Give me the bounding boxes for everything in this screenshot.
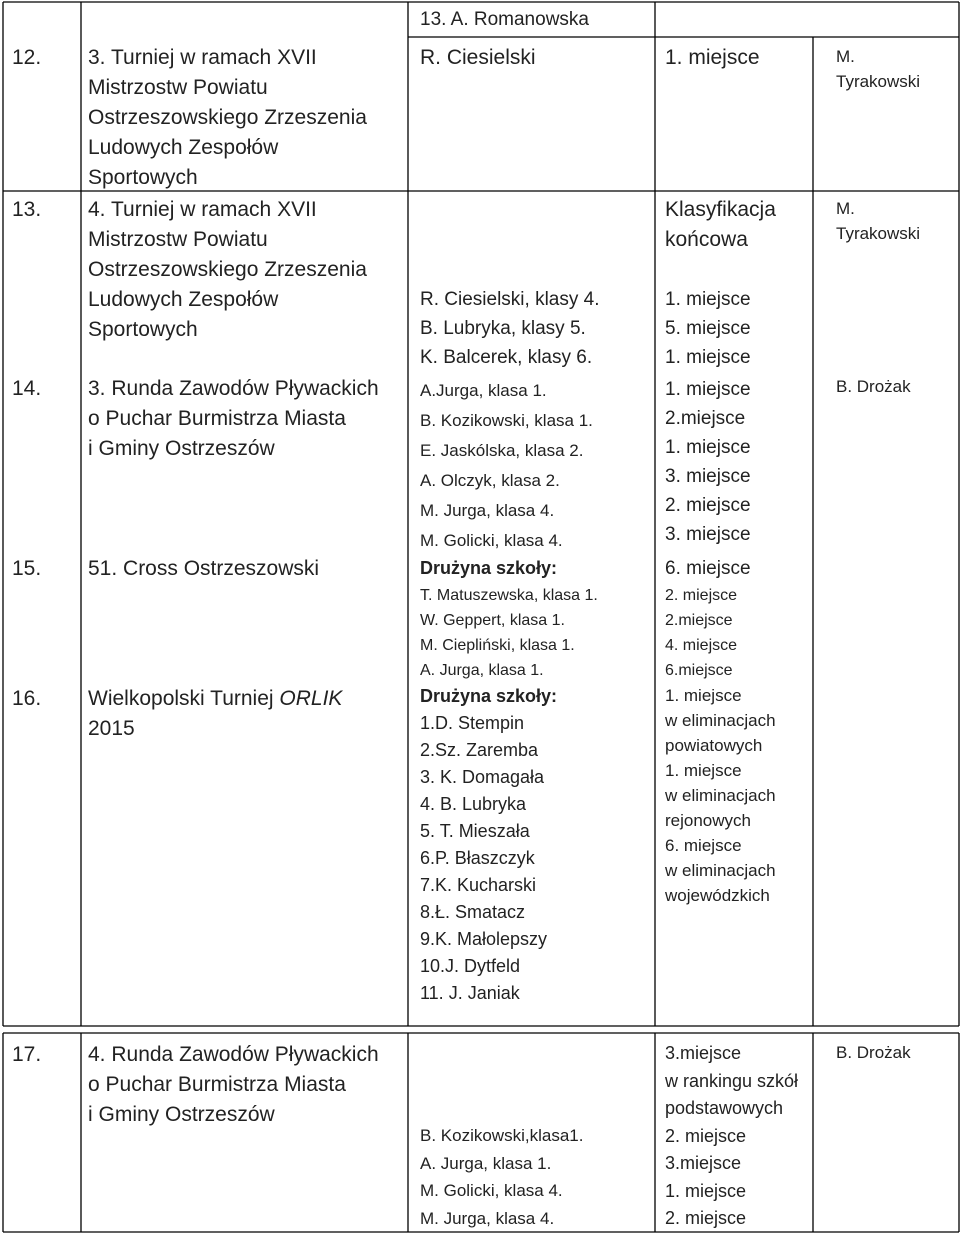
results-list: 1. miejsce 5. miejsce 1. miejsce — [665, 289, 751, 368]
participant: 13. A. Romanowska — [420, 9, 589, 30]
teacher: M. Tyrakowski — [836, 47, 921, 91]
event-name: 3. Turniej w ramach XVII Mistrzostw Powiatu Ostrzeszowskiego Zrzeszenia Ludowych Zespołów Sportowych — [88, 46, 367, 189]
teacher: B. Drożak — [836, 1043, 911, 1062]
event-name: Wielkopolski Turniej ORLIK — [88, 687, 343, 710]
participants-list: R. Ciesielski, klasy 4. B. Lubryka, klasy 5. K. Balcerek, klasy 6. — [420, 289, 600, 368]
team-header: Drużyna szkoły: — [420, 686, 558, 706]
teacher: M. Tyrakowski — [836, 199, 921, 243]
result: 1. miejsce — [665, 46, 760, 69]
results-list: 1. miejsce 2.miejsce 1. miejsce 3. miejsce 2. miejsce 3. miejsce — [665, 379, 751, 545]
participants-list: 1.D. Stempin 2.Sz. Zaremba 3. K. Domagała 4. B. Lubryka 5. T. Mieszała 6.P. Błaszczyk 7.K. Kucharski 8.Ł. Smatacz 9.K. Małolepszy 10.J. Dytfeld 11. J. Janiak — [420, 713, 548, 1003]
result-header: Klasyfikacja końcowa — [665, 198, 776, 251]
results-list: 3.miejsce w rankingu szkół podstawowych 2. miejsce 3.miejsce 1. miejsce 2. miejsce — [665, 1043, 799, 1228]
row-number: 17. — [12, 1043, 42, 1066]
event-name: 3. Runda Zawodów Pływackich o Puchar Burmistrza Miasta i Gminy Ostrzeszów — [88, 377, 379, 460]
event-name: 51. Cross Ostrzeszowski — [88, 557, 320, 580]
participants-list: B. Kozikowski,klasa1. A. Jurga, klasa 1. M. Golicki, klasa 4. M. Jurga, klasa 4. — [420, 1126, 584, 1228]
teacher: B. Drożak — [836, 377, 911, 396]
results-list: 2. miejsce 2.miejsce 4. miejsce 6.miejsce — [665, 587, 738, 679]
team-header: Drużyna szkoły: — [420, 558, 558, 578]
results-list: 1. miejsce w eliminacjach powiatowych 1. miejsce w eliminacjach rejonowych 6. miejsce w eliminacjach wojewódzkich — [665, 686, 776, 905]
row-number: 15. — [12, 557, 42, 580]
row-number: 14. — [12, 377, 42, 400]
row-number: 13. — [12, 198, 42, 221]
result: 6. miejsce — [665, 558, 751, 579]
participants-list: T. Matuszewska, klasa 1. W. Geppert, klasa 1. M. Ciepliński, klasa 1. A. Jurga, klasa 1. — [420, 587, 598, 679]
participants-list: A.Jurga, klasa 1. B. Kozikowski, klasa 1. E. Jaskólska, klasa 2. A. Olczyk, klasa 2. M. Jurga, klasa 4. M. Golicki, klasa 4. — [420, 381, 593, 550]
event-year: 2015 — [88, 717, 135, 740]
participant: R. Ciesielski — [420, 46, 536, 69]
row-number: 16. — [12, 687, 42, 710]
event-name: 4. Turniej w ramach XVII Mistrzostw Powiatu Ostrzeszowskiego Zrzeszenia Ludowych Zespołów Sportowych — [88, 198, 367, 341]
row-number: 12. — [12, 46, 42, 69]
event-name: 4. Runda Zawodów Pływackich o Puchar Burmistrza Miasta i Gminy Ostrzeszów — [88, 1043, 379, 1126]
